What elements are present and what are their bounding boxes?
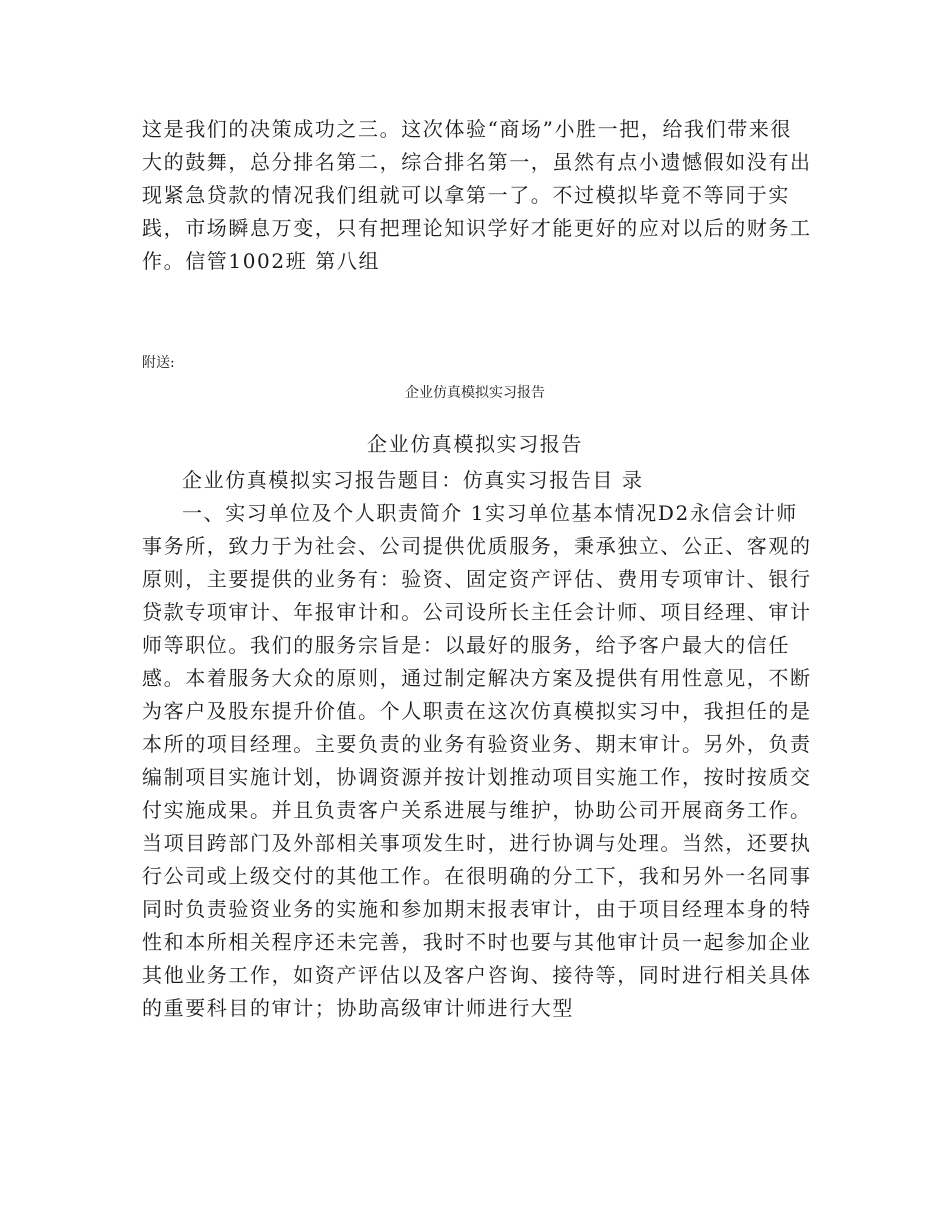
appendix-title: 企业仿真模拟实习报告: [405, 385, 545, 401]
report-title: 企业仿真模拟实习报告: [367, 432, 583, 456]
intro-paragraph: 这是我们的决策成功之三。这次体验“商场”小胜一把，给我们带来很大的鼓舞，总分排名第二，综合排名第一，虽然有点小遗憾假如没有出现紧急贷款的情况我们组就可以拿第一了。不过模拟毕竟不等同于实践，市场瞬息万变，只有把理论知识学好才能更好的应对以后的财务工作。信管1002班 第八组: [142, 117, 812, 273]
appendix-label: 附送:: [142, 355, 175, 371]
report-body-paragraph: 一、实习单位及个人职责简介 1实习单位基本情况D2永信会计师事务所，致力于为社会、公司提供优质服务，秉承独立、公正、客观的原则，主要提供的业务有：验资、固定资产评估、费用专项审计、银行贷款专项审计、年报审计和。公司设所长主任会计师、项目经理、审计师等职位。我们的服务宗旨是：以最好的服务，给予客户最大的信任感。本着服务大众的原则，通过制定解决方案及提供有用性意见，不断为客户及股东提升价值。个人职责在这次仿真模拟实习中，我担任的是本所的项目经理。主要负责的业务有验资业务、期末审计。另外，负责编制项目实施计划，协调资源并按计划推动项目实施工作，按时按质交付实施成果。并且负责客户关系进展与维护，协助公司开展商务工作。当项目跨部门及外部相关事项发生时，进行协调与处理。当然，还要执行公司或上级交付的其他工作。在很明确的分工下，我和另外一名同事同时负责验资业务的实施和参加期末报表审计，由于项目经理本身的特性和本所相关程序还未完善，我时不时也要与其他审计员一起参加企业其他业务工作，如资产评估以及客户咨询、接待等，同时进行相关具体的重要科目的审计；协助高级审计师进行大型: [142, 501, 812, 1020]
report-subtitle-line: 企业仿真模拟实习报告题目：仿真实习报告目 录: [182, 468, 644, 492]
report-body: [142, 464, 812, 1025]
